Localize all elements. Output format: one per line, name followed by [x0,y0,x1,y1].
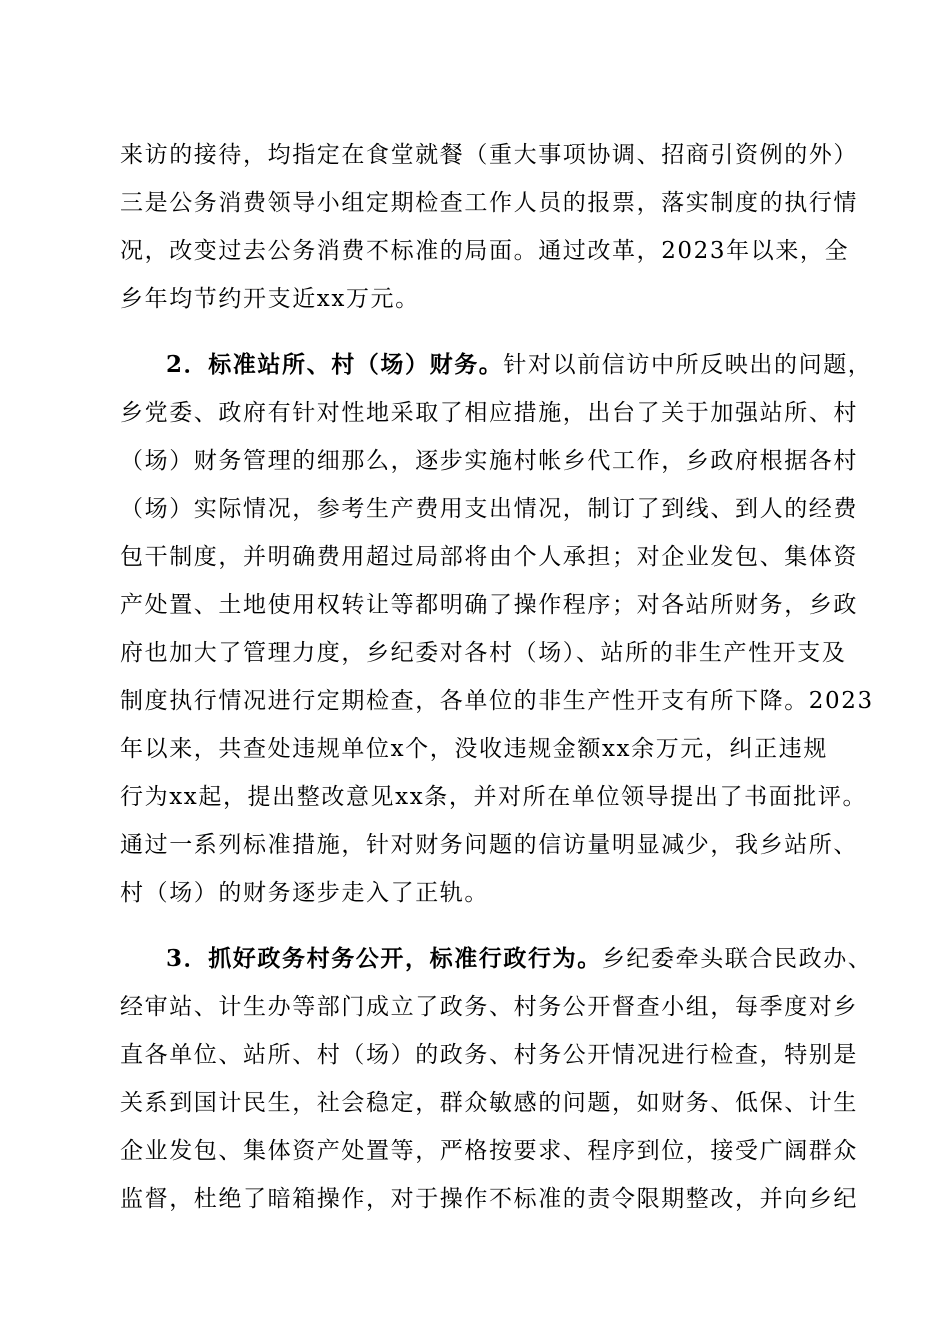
text-line: 三是公务消费领导小组定期检查工作人员的报票，落实制度的执行情 [120,190,858,216]
section-heading: 2．标准站所、村（场）财务。 [166,351,504,378]
paragraph-2-first-line [166,350,880,380]
text-line: 企业发包、集体资产处置等，严格按要求、程序到位，接受广阔群众 [120,1138,858,1164]
text-span: 乡纪委牵头联合民政办、 [601,946,873,972]
text-line: 乡年均节约开支近xx万元。 [120,286,420,312]
text-line: 村（场）的财务逐步走入了正轨。 [120,880,489,906]
text-line: 府也加大了管理力度，乡纪委对各村（场）、站所的非生产性开支及 [120,640,847,666]
text-line: 监督，杜绝了暗箱操作，对于操作不标准的责令限期整改，并向乡纪 [120,1186,858,1212]
text-line: 来访的接待，均指定在食堂就餐（重大事项协调、招商引资例的外） [120,142,858,168]
text-line: 包干制度，并明确费用超过局部将由个人承担；对企业发包、集体资 [120,544,858,570]
text-line: 乡党委、政府有针对性地采取了相应措施，出台了关于加强站所、村 [120,400,858,426]
text-line: 行为xx起，提出整改意见xx条，并对所在单位领导提出了书面批评。 [120,784,868,810]
text-span: 针对以前信访中所反映出的问题， [503,352,873,378]
text-line: （场）财务管理的细那么，逐步实施村帐乡代工作，乡政府根据各村 [120,448,858,474]
text-line: （场）实际情况，参考生产费用支出情况，制订了到线、到人的经费 [120,496,858,522]
text-line: 经审站、计生办等部门成立了政务、村务公开督查小组，每季度对乡 [120,994,858,1020]
paragraph-3-first-line [166,944,880,974]
text-line: 关系到国计民生，社会稳定，群众敏感的问题，如财务、低保、计生 [120,1090,858,1116]
text-line: 况，改变过去公务消费不标准的局面。通过改革，2023年以来，全 [120,238,850,264]
text-line: 产处置、土地使用权转让等都明确了操作程序；对各站所财务，乡政 [120,592,858,618]
text-line: 年以来，共查处违规单位x个，没收违规金额xx余万元，纠正违规 [120,736,828,762]
text-line: 通过一系列标准措施，针对财务问题的信访量明显减少，我乡站所、 [120,832,858,858]
text-line: 制度执行情况进行定期检查，各单位的非生产性开支有所下降。2023 [120,688,874,714]
text-line: 直各单位、站所、村（场）的政务、村务公开情况进行检查，特别是 [120,1042,858,1068]
section-heading: 3．抓好政务村务公开，标准行政行为。 [166,945,602,972]
